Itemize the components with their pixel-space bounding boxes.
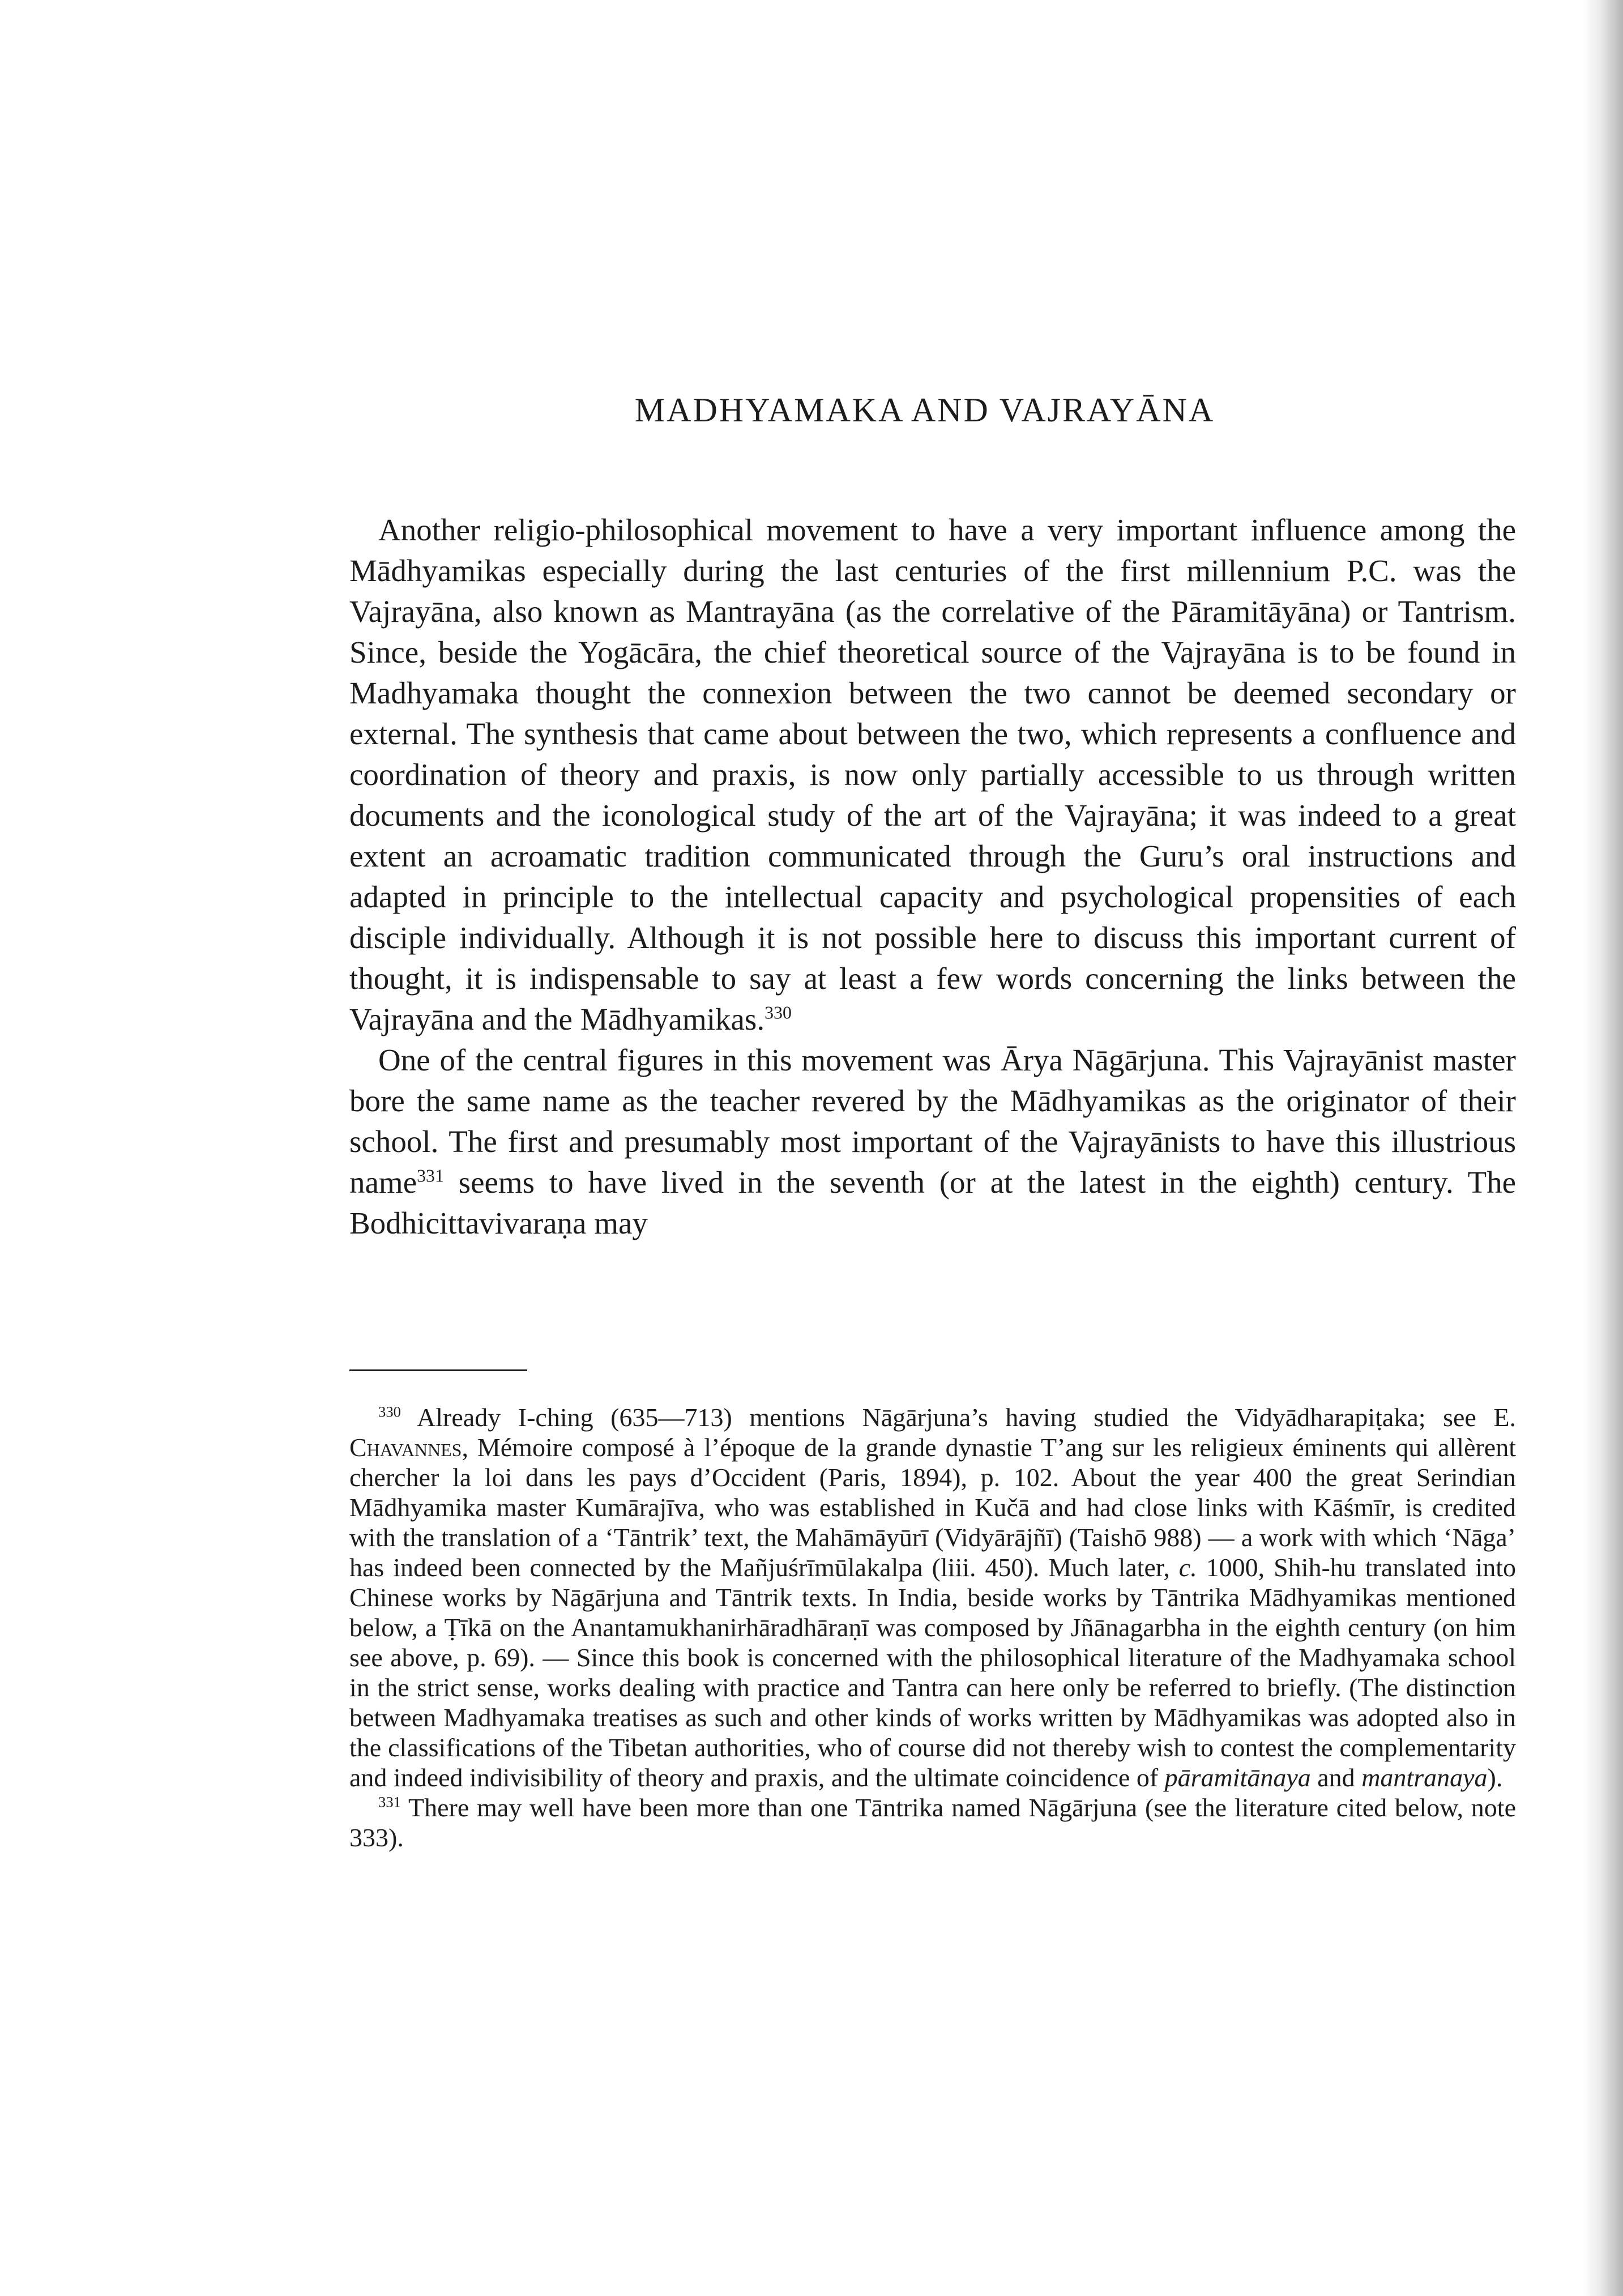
footnotes xyxy=(349,1402,1516,1853)
note-ref-330[interactable]: 330 xyxy=(764,1002,792,1023)
footnote-330-circa: c. xyxy=(1178,1553,1197,1582)
footnote-330 xyxy=(349,1402,1516,1793)
footnote-330-term-paramitanaya: pāramitānaya xyxy=(1164,1763,1311,1792)
footnote-330-text-c: 1000, Shih-hu translated into Chinese works by Nāgārjuna and Tāntrik texts. In India, beside works by Tāntrika Mādhyamikas mentioned below, a Ṭīkā on the Anantamukhanirhāradhāraṇī was composed by Jñānagarbha in the eighth century (on him see above, p. 69). — Since this book is concerned with the philosophical literature of the Madhyamaka school in the strict sense, works dealing with practice and Tantra can here only be referred to briefly. (The distinction between Madhyamaka treatises as such and other kinds of works written by Mādhyamikas was adopted also in the classifications of the Tibetan authorities, who of course did not thereby wish to contest the complementarity and indeed indivisibility of theory and praxis, and the ultimate coincidence of xyxy=(349,1553,1516,1792)
footnote-330-author: Chavannes xyxy=(349,1433,462,1462)
footnote-330-text-d: and xyxy=(1310,1763,1362,1792)
footnote-330-text-b: , Mémoire composé à l’époque de la grande dynastie T’ang sur les religieux éminents qui allèrent chercher la loi dans les pays d’Occident (Paris, 1894), p. 102. About the year 400 the great Serindian Mādhyamika master Kumārajīva, who was established in Kučā and had close links with Kāśmīr, is credited with the translation of a ‘Tāntrik’ text, the Mahāmāyūrī (Vidyārājñī) (Taishō 988) — a work with which ‘Nāga’ has indeed been connected by the Mañjuśrīmūlakalpa (liii. 450). Much later, xyxy=(349,1433,1516,1582)
paragraph-2-text-b: seems to have lived in the seventh (or at the latest in the eighth) century. The Bodhicittavivaraṇa may xyxy=(349,1165,1516,1240)
footnote-330-term-mantranaya: mantranaya xyxy=(1361,1763,1488,1792)
paragraph-2 xyxy=(349,1040,1516,1244)
page-edge-shadow xyxy=(1583,0,1623,2296)
paragraph-2-text-a: One of the central figures in this movement was Ārya Nāgārjuna. This Vajrayānist master bore the same name as the teacher revered by the Mādhyamikas as the originator of their school. The first and presumably most important of the Vajrayānists to have this illustrious name xyxy=(349,1043,1516,1200)
paragraph-1 xyxy=(349,510,1516,1040)
footnote-divider xyxy=(349,1369,527,1371)
page-title: MADHYAMAKA AND VAJRAYĀNA xyxy=(634,391,1215,429)
main-text xyxy=(349,510,1516,1244)
footnote-number-330: 330 xyxy=(378,1403,402,1420)
footnote-330-text-a: Already I-ching (635—713) mentions Nāgārjuna’s having studied the Vidyādharapiṭaka; see E. xyxy=(401,1403,1516,1432)
footnote-330-text-e: ). xyxy=(1487,1763,1503,1792)
footnote-331-text: There may well have been more than one Tāntrika named Nāgārjuna (see the literature cited below, note 333). xyxy=(349,1793,1516,1852)
footnote-number-331: 331 xyxy=(378,1793,402,1811)
note-ref-331[interactable]: 331 xyxy=(417,1166,444,1186)
footnote-331 xyxy=(349,1793,1516,1853)
paragraph-1-text: Another religio-philosophical movement to have a very important influence among the Mādhyamikas especially during the last centuries of the first millennium P.C. was the Vajrayāna, also known as Mantrayāna (as the correlative of the Pāramitāyāna) or Tantrism. Since, beside the Yogācāra, the chief theoretical source of the Vajrayāna is to be found in Madhyamaka thought the connexion between the two cannot be deemed secondary or external. The synthesis that came about between the two, which represents a confluence and coordination of theory and praxis, is now only partially accessible to us through written documents and the iconological study of the art of the Vajrayāna; it was indeed to a great extent an acroamatic tradition communicated through the Guru’s oral instructions and adapted in principle to the intellectual capacity and psychological propensities of each disciple individually. Although it is not possible here to discuss this important current of thought, it is indispensable to say at least a few words concerning the links between the Vajrayāna and the Mādhyamikas. xyxy=(349,513,1516,1036)
